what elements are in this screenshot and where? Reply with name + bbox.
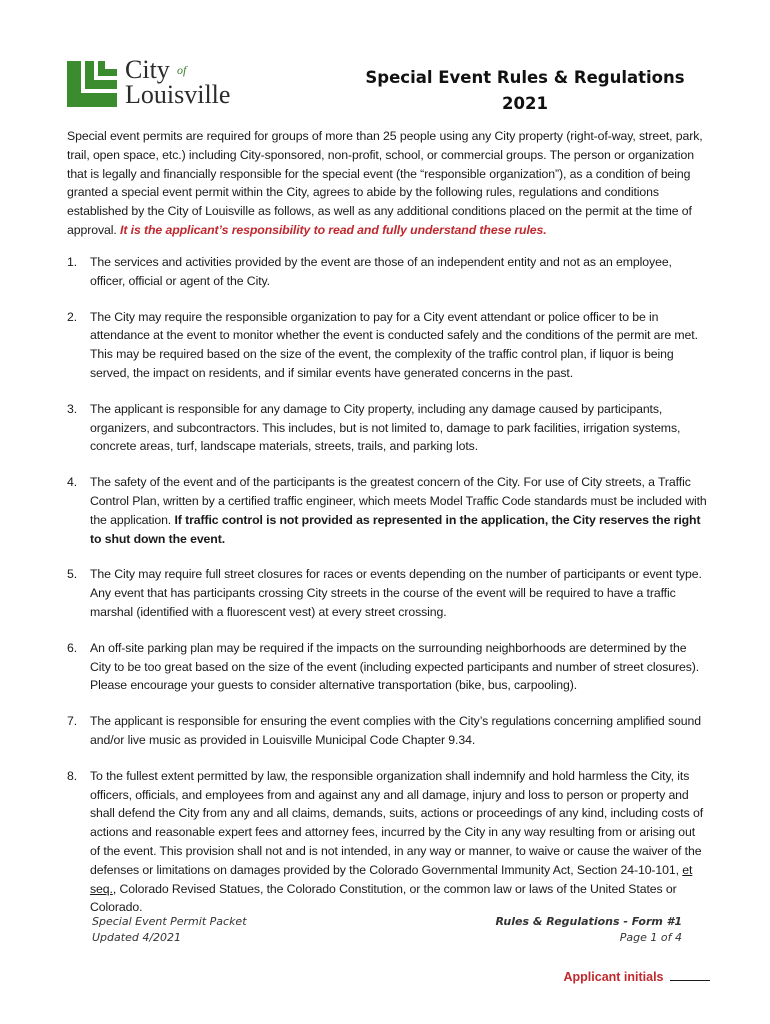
rule-item bbox=[67, 712, 707, 750]
page-title bbox=[320, 65, 730, 117]
rule-item bbox=[67, 767, 707, 917]
rule-item bbox=[67, 473, 707, 548]
rule-text: To the fullest extent permitted by law, the responsible organization shall indemnify and hold harmless the City, its officers, officials, and employees from and against any and all damage, injury and loss to person or property and shall defend the City from any and all claims, demands, suits, actions or proceedings of any kind, including costs of actions and reasonable expert fees and attorney fees, incurred by the City in any way resulting from or arising out of the event. This provision shall not and is not intended, in any way or manner, to waive or cause the waiver of the defenses or limitations on damages provided by the Colorado Governmental Immunity Act, Section 24-10-101, bbox=[90, 768, 704, 877]
footer-page-number: Page 1 of 4 bbox=[619, 931, 682, 944]
footer-left bbox=[92, 914, 247, 946]
footer-right bbox=[496, 914, 682, 946]
rule-bold-text: If traffic control is not provided as represented in the application, the City reserves the right to shut down the event. bbox=[90, 512, 701, 546]
rule-item bbox=[67, 253, 707, 291]
rule-text: The applicant is responsible for ensuring the event complies with the City’s regulations concerning amplified sound and/or live music as provided in Louisville Municipal Code Chapter 9.34. bbox=[90, 714, 701, 747]
rule-tail-text: , Colorado Revised Statues, the Colorado Constitution, or the common law or laws of the United States or Colorado. bbox=[90, 881, 677, 915]
logo-city-text: City bbox=[125, 55, 170, 84]
city-of-louisville-logo-icon bbox=[67, 61, 117, 107]
applicant-initials bbox=[564, 968, 711, 984]
rule-number: 2. bbox=[67, 309, 78, 324]
logo-louisville-text: Louisville bbox=[125, 80, 231, 109]
rule-underlined-text: et seq. bbox=[90, 862, 693, 896]
rule-number: 7. bbox=[67, 714, 78, 729]
rule-number: 5. bbox=[67, 567, 78, 582]
rule-number: 6. bbox=[67, 640, 78, 655]
rule-number: 8. bbox=[67, 768, 78, 783]
intro-text: Special event permits are required for groups of more than 25 people using any City property (right-of-way, street, park, trail, open space, etc.) including City-sponsored, non-profit, school, or commercial groups. The person or organization that is legally and financially responsible for the special event (the “responsible organization”), as a condition of being granted a special event permit within the City, agrees to abide by the following rules, regulations and conditions established by the City of Louisville as follows, as well as any additional conditions placed on the permit at the time of approval. bbox=[67, 129, 703, 237]
rule-item bbox=[67, 639, 707, 695]
rule-item bbox=[67, 565, 707, 621]
rule-item bbox=[67, 308, 707, 383]
rule-text: The safety of the event and of the participants is the greatest concern of the City. For use of City streets, a Traffic Control Plan, written by a certified traffic engineer, which meets Model Traffic Code standards must be included with the application. bbox=[90, 475, 707, 527]
rule-number: 1. bbox=[67, 255, 78, 269]
footer-updated: Updated 4/2021 bbox=[92, 931, 182, 944]
rules-list bbox=[67, 253, 707, 934]
rule-text: The services and activities provided by the event are those of an independent entity and not as an employee, officer, official or agent of the City. bbox=[90, 255, 672, 288]
logo-of-text: of bbox=[177, 63, 187, 77]
initials-label: Applicant initials bbox=[563, 970, 664, 984]
intro-paragraph bbox=[67, 127, 707, 240]
title-line-1: Special Event Rules & Regulations bbox=[365, 68, 685, 87]
rule-text: The City may require full street closures for races or events depending on the number of participants or event type. Any event that has participants crossing City streets in the course of the event will be required to have a traffic marshal (identified with a fluorescent vest) at every street crossing. bbox=[90, 567, 702, 619]
intro-emphasis: It is the applicant’s responsibility to read and fully understand these rules. bbox=[120, 222, 547, 237]
footer-form: Rules & Regulations - Form #1 bbox=[495, 915, 682, 928]
city-logo bbox=[67, 57, 257, 109]
rule-number: 4. bbox=[67, 475, 78, 490]
rule-text: The City may require the responsible organization to pay for a City event attendant or police officer to be in attendance at the event to monitor whether the event is conducted safely and the conditions of the permit are met. This may be required based on the size of the event, the complexity of the traffic control plan, if liquor is being served, the impact on residents, and if similar events have generated concerns in the past. bbox=[90, 309, 698, 380]
footer-packet: Special Event Permit Packet bbox=[92, 915, 247, 928]
initials-field[interactable] bbox=[670, 968, 710, 981]
rule-item bbox=[67, 400, 707, 456]
rule-text: The applicant is responsible for any damage to City property, including any damage caused by participants, organizers, and subcontractors. This includes, but is not limited to, damage to park facilities, irrigation systems, concrete areas, turf, landscape materials, streets, trails, and parking lots. bbox=[90, 401, 681, 454]
rule-text: An off-site parking plan may be required if the impacts on the surrounding neighborhoods are determined by the City to be too great based on the size of the event (including expected participants and number of street closures). Please encourage your guests to consider alternative transportation (bike, bus, carpooling). bbox=[90, 640, 700, 693]
rule-number: 3. bbox=[67, 401, 78, 416]
title-year: 2021 bbox=[502, 94, 548, 113]
